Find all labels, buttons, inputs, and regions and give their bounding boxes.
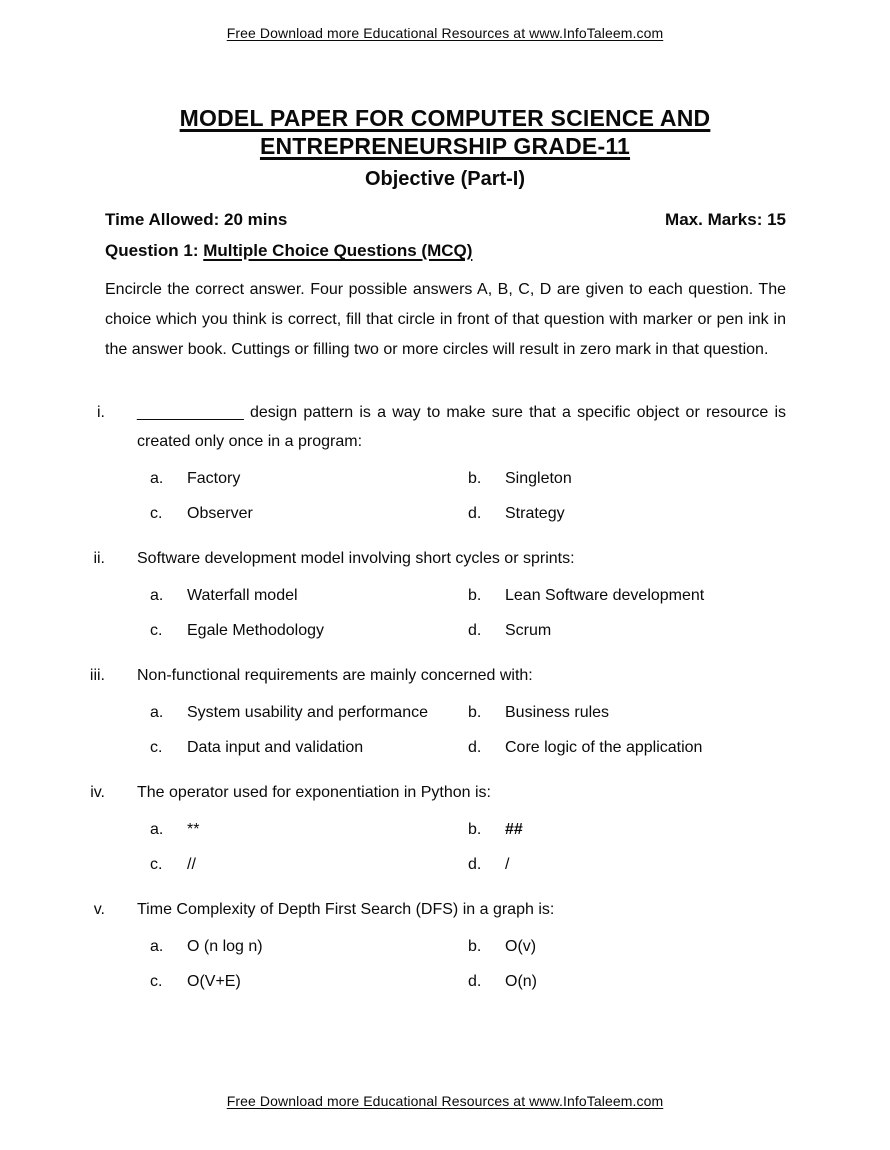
option-a[interactable] [150,703,468,722]
option-text: O (n log n) [187,938,263,955]
option-letter: a. [150,470,164,487]
page-title [0,104,890,160]
option-letter: c. [150,739,163,756]
option-text: O(V+E) [187,973,241,990]
question-item-iii [89,661,786,757]
option-letter: d. [468,739,482,756]
option-text: Observer [187,505,253,522]
option-letter: b. [468,704,482,721]
option-text: Data input and validation [187,739,364,756]
option-letter: a. [150,821,164,838]
option-c[interactable] [150,855,468,874]
option-text: System usability and performance [187,704,428,721]
option-letter: c. [150,505,163,522]
option-letter: b. [468,938,482,955]
option-b[interactable] [468,820,523,839]
instructions-paragraph: Encircle the correct answer. Four possible answers A, B, C, D are given to each question. The choice which you think is correct, fill that circle in front of that question with marker or pen ink in the answer book. Cuttings or filling two or more circles will result in zero mark in that question. [105,281,786,358]
option-text: ** [187,821,200,838]
option-letter: a. [150,704,164,721]
option-text: Lean Software development [505,587,705,604]
question-number: i. [97,404,105,421]
exam-meta-row [105,210,786,230]
option-letter: c. [150,856,163,873]
option-text: Singleton [505,470,572,487]
option-text: Egale Methodology [187,622,324,639]
option-d[interactable] [468,504,565,523]
option-letter: b. [468,587,482,604]
option-text: Core logic of the application [505,739,703,756]
time-allowed-label: Time Allowed: 20 mins [105,210,288,229]
header-resource-link[interactable]: Free Download more Educational Resources at www.InfoTaleem.com [226,25,664,41]
question-number: ii. [93,550,105,567]
question-1-heading [105,241,786,261]
option-d[interactable] [468,855,509,874]
question-item-ii [93,544,786,640]
option-d[interactable] [468,738,702,757]
page-footer [0,1093,890,1109]
option-letter: c. [150,622,163,639]
option-letter: c. [150,973,163,990]
option-d[interactable] [468,621,551,640]
option-a[interactable] [150,820,468,839]
option-letter: d. [468,973,482,990]
question-number: v. [93,901,105,918]
question-item-iv [90,778,786,874]
options-group [105,937,786,991]
option-c[interactable] [150,621,468,640]
option-c[interactable] [150,504,468,523]
option-b[interactable] [468,703,609,722]
question-number: iii. [89,667,105,684]
page-header [0,25,890,41]
option-b[interactable] [468,469,572,488]
question-text: Non-functional requirements are mainly concerned with: [137,667,533,684]
option-text: Factory [187,470,241,487]
option-letter: b. [468,470,482,487]
option-c[interactable] [150,738,468,757]
footer-resource-link[interactable]: Free Download more Educational Resources at www.InfoTaleem.com [226,1093,664,1109]
option-letter: a. [150,587,164,604]
option-a[interactable] [150,937,468,956]
question-number: iv. [90,784,105,801]
option-b[interactable] [468,937,536,956]
options-group [105,703,786,757]
question-text: Time Complexity of Depth First Search (DFS) in a graph is: [137,901,555,918]
question-item-i [97,398,786,523]
option-a[interactable] [150,586,468,605]
question-item-v [93,895,786,991]
options-group [105,586,786,640]
option-text: Business rules [505,704,610,721]
mcq-list [89,398,786,1012]
option-text: Scrum [505,622,552,639]
page-subtitle: Objective (Part-I) [364,168,526,190]
option-letter: a. [150,938,164,955]
question-1-label: Question 1: [105,241,204,260]
options-group [105,820,786,874]
option-d[interactable] [468,972,537,991]
page-title-line1: MODEL PAPER FOR COMPUTER SCIENCE AND [179,105,711,131]
option-text: // [187,856,196,873]
option-letter: b. [468,821,482,838]
option-text: Strategy [505,505,565,522]
question-1-title: Multiple Choice Questions (MCQ) [203,241,473,260]
option-text: Waterfall model [187,587,298,604]
question-text: ____________ design pattern is a way to make sure that a specific object or resource is created only once in a program: [137,404,786,450]
option-text: / [505,856,510,873]
option-b[interactable] [468,586,704,605]
option-c[interactable] [150,972,468,991]
question-text: Software development model involving short cycles or sprints: [137,550,575,567]
option-text: O(n) [505,973,537,990]
option-letter: d. [468,505,482,522]
option-text: ## [505,821,523,838]
option-letter: d. [468,856,482,873]
question-text: The operator used for exponentiation in Python is: [137,784,491,801]
options-group [105,469,786,523]
max-marks-label: Max. Marks: 15 [665,210,786,229]
option-text: O(v) [505,938,537,955]
option-letter: d. [468,622,482,639]
page-title-line2: ENTREPRENEURSHIP GRADE-11 [259,133,631,159]
option-a[interactable] [150,469,468,488]
